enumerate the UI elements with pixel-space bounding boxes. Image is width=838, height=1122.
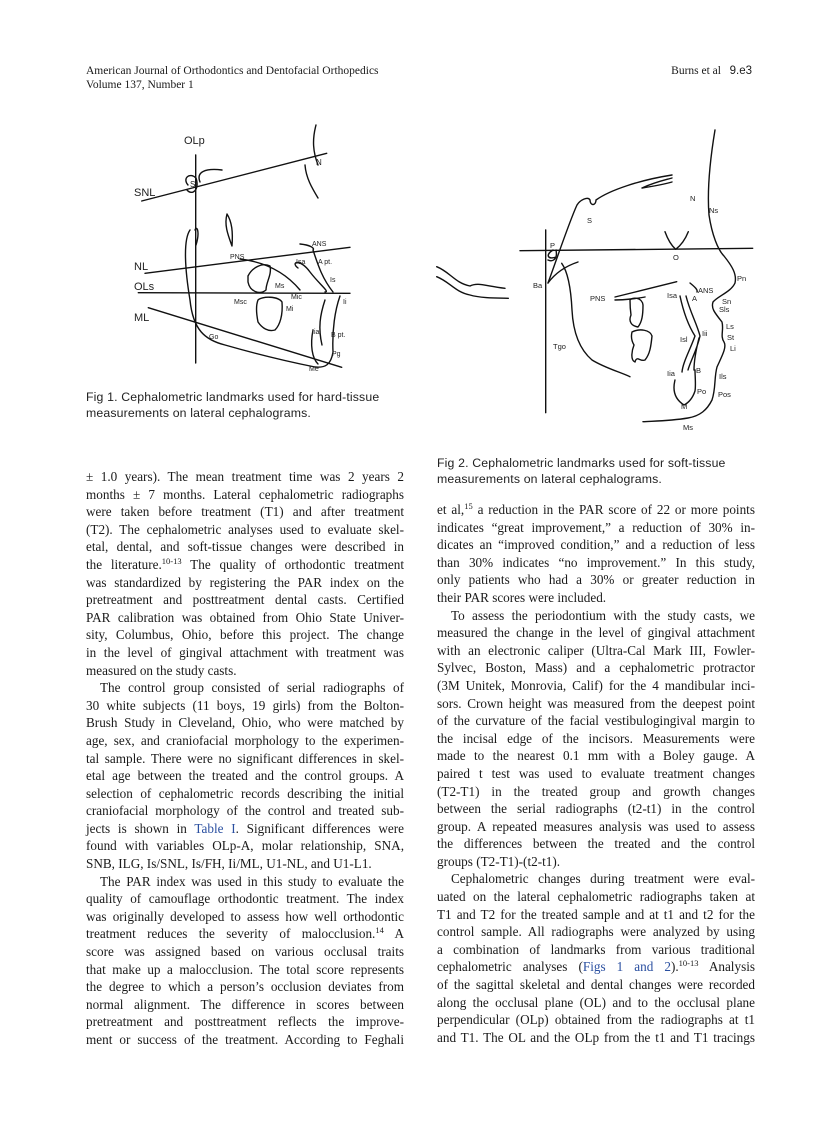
- journal-volume: Volume 137, Number 1: [86, 79, 194, 91]
- text-line: Brush Study in Cleveland, Ohio, who were matched by: [86, 715, 404, 731]
- body-text-right-column: [437, 501, 755, 1046]
- text-line: was standardized by registering the PAR index on the: [86, 574, 404, 590]
- label-iia: Iia: [312, 329, 320, 336]
- text-line: along the occlusal plane (OL) and to the occlusal plane: [437, 994, 755, 1010]
- text-line: cephalometric analyses (Figs 1 and 2).$^{10-13}$ Analysis: [437, 958, 755, 975]
- text-line: jects is shown in Table I. Significant differences were: [86, 820, 404, 836]
- text-line: selection of cephalometric records describing the initial: [86, 785, 404, 801]
- label-p: P: [550, 241, 556, 250]
- label-pos: Pos: [718, 390, 731, 399]
- label-n: N: [690, 194, 696, 203]
- text-line: than 30% indicates “no improvement.” In this study,: [437, 554, 755, 570]
- body-text-left-column: [86, 468, 404, 1049]
- label-go: Go: [209, 334, 219, 341]
- label-sn: Sn: [722, 297, 732, 306]
- text-line: and T1. The OL and the OLp from the t1 and T1 tracings: [437, 1029, 755, 1045]
- text-line: sity, Columbus, Ohio, before this project. The change: [86, 627, 404, 643]
- label-b-pt: B pt.: [331, 332, 346, 339]
- label-msc: Msc: [234, 299, 247, 306]
- figure-1-caption-line: measurements on lateral cephalograms.: [86, 406, 311, 420]
- text-line: in the level of gingival attachment with treatment was: [86, 644, 404, 660]
- text-line: of the curvature of the facial vestibulogingival margin to: [437, 713, 755, 729]
- text-line: perpendicular (OLp) obtained from the radiographs at t1: [437, 1012, 755, 1028]
- text-line: found with variables OLp-A, molar relationship, SNA,: [86, 838, 404, 854]
- text-line: ± 1.0 years). The mean treatment time was 2 years 2: [86, 469, 404, 484]
- label-b: B: [696, 366, 702, 375]
- text-line: control sample. All radiographs were analyzed by using: [437, 924, 755, 940]
- text-line: sors. Crown height was measured from the deepest point: [437, 695, 755, 711]
- text-line: (3M Unitek, Monrovia, Calif) for the 4 mandibular inci-: [437, 677, 755, 693]
- label-me: Me: [309, 366, 319, 373]
- label-ils: Ils: [719, 372, 727, 381]
- text-line: treatment reduces the severity of malocclusion.$^{14}$ A: [86, 925, 405, 942]
- label-po: Po: [697, 387, 707, 396]
- paragraph: [86, 873, 404, 1049]
- label-tgo: Tgo: [553, 342, 566, 351]
- figure-2-labels: [533, 194, 746, 432]
- text-line: craniofacial morphology of the control and treated sub-: [86, 803, 404, 819]
- text-line: was originally developed to assess how well orthodontic: [86, 908, 404, 924]
- text-line: normal alignment. The difference in scores between: [86, 996, 404, 1012]
- text-line: a combination of landmarks from various traditional: [437, 941, 755, 957]
- text-line: paired t test was used to evaluate treatment changes: [437, 765, 755, 781]
- label-pns: PNS: [230, 254, 245, 261]
- paragraph: [437, 607, 755, 871]
- text-line: The PAR index was used in this study to evaluate the: [100, 873, 404, 889]
- label-ns: Ns: [709, 206, 719, 215]
- paragraph: [86, 679, 404, 873]
- label-iia: Iia: [667, 369, 675, 378]
- text-line: SNB, ILG, Is/SNL, Is/FH, Ii/ML, U1-NL, and U1-L1.: [86, 856, 372, 872]
- label-isa: Isa: [296, 259, 306, 266]
- label-snl: SNL: [134, 187, 156, 199]
- text-line: quality of camouflage orthodontic treatment. The index: [86, 891, 404, 907]
- text-line: measured the change in the level of gingival attachment: [437, 625, 755, 641]
- text-line: made to the nearest 0.1 mm with a Boley gauge. A: [437, 748, 755, 764]
- journal-title: American Journal of Orthodontics and Dentofacial Orthopedics: [86, 65, 379, 77]
- label-ans: ANS: [312, 241, 327, 248]
- label-ans: ANS: [698, 286, 714, 295]
- text-line: groups (T2-T1)-(t2-t1).: [437, 853, 561, 869]
- label-mi: Mi: [286, 306, 294, 313]
- text-line: pretreatment and posttreatment reflects the improve-: [86, 1014, 404, 1030]
- text-line: et al,$^{15}$ a reduction in the PAR score of 22 or more points: [437, 501, 755, 517]
- text-line: the literature.$^{10-13}$ The quality of orthodontic treatment: [86, 555, 404, 572]
- label-ii: Ii: [343, 299, 347, 306]
- text-line: 30 white subjects (11 boys, 19 girls) from the Bolton-: [86, 697, 404, 713]
- label-o: O: [673, 253, 679, 262]
- label-ba: Ba: [533, 281, 543, 290]
- text-line: ment or success of the treatment. According to Feghali: [86, 1032, 404, 1047]
- figure-1-caption-line: Fig 1. Cephalometric landmarks used for hard-tissue: [86, 390, 380, 404]
- cross-reference-link[interactable]: Table I: [194, 820, 236, 836]
- text-line: (T2-T1) in the treated group and growth changes: [437, 783, 755, 799]
- text-line: tal sample. There were no significant differences in skel-: [86, 750, 404, 766]
- text-line: pretreatment and posttreatment dental casts. Certified: [86, 592, 404, 608]
- label-mic: Mic: [291, 294, 302, 301]
- text-line: etal age between the treated and the control groups. A: [86, 768, 404, 784]
- text-line: indicates “great improvement,” a reduction of 30% in-: [437, 519, 755, 535]
- figure-1-caption: [86, 389, 404, 421]
- text-line: age, sex, and craniofacial morphology to the experimen-: [86, 732, 404, 748]
- text-line: group. A repeated measures analysis was used to assess: [437, 818, 755, 834]
- text-line: score was assigned based on various occlusal traits: [86, 944, 404, 960]
- label-a: A: [692, 294, 698, 303]
- label-pns: PNS: [590, 294, 606, 303]
- text-line: uated on the lateral cephalometric radiographs taken at: [437, 889, 755, 905]
- paragraph: [437, 501, 755, 607]
- page-number: 9.e3: [729, 65, 752, 77]
- label-iii: Iii: [702, 329, 708, 338]
- text-line: the incisal edge of the incisors. Measurements were: [437, 730, 755, 746]
- citation-reference[interactable]: 14: [375, 925, 384, 936]
- label-a-pt: A pt.: [318, 259, 333, 266]
- figure-2-caption-line: measurements on lateral cephalograms.: [437, 472, 662, 486]
- text-line: PAR calibration was obtained from Ohio State Univer-: [86, 609, 404, 625]
- label-li: Li: [730, 344, 736, 353]
- label-is: Is: [330, 277, 336, 284]
- label-ml: ML: [134, 312, 150, 324]
- label-pn: Pn: [737, 274, 747, 283]
- text-line: etal, dental, and soft-tissue changes were described in: [86, 539, 404, 555]
- label-s: S: [587, 216, 593, 225]
- label-pg: Pg: [332, 351, 341, 358]
- figure-2-drawing: [437, 130, 753, 422]
- label-nl: NL: [134, 261, 149, 273]
- citation-reference[interactable]: 15: [464, 501, 473, 511]
- label-ms: Ms: [683, 423, 693, 432]
- text-line: between the serial radiographs (t2-t1) in the control: [437, 801, 755, 817]
- label-isa: Isa: [667, 291, 678, 300]
- label-s: S: [190, 180, 196, 189]
- text-line: were taken before treatment (T1) and after treatment: [86, 504, 404, 520]
- citation-reference[interactable]: 10-13: [678, 958, 699, 969]
- text-line: the differences between the treated and the control: [437, 836, 755, 852]
- text-line: with an electronic caliper (Ultra-Cal Mark III, Fowler-: [437, 642, 755, 658]
- text-line: measured on the study casts.: [86, 662, 237, 678]
- text-line: the degree to which a person’s occlusion deviates from: [86, 979, 404, 995]
- label-ls: Ls: [726, 322, 734, 331]
- figure-2-caption: [437, 455, 755, 487]
- label-st: St: [727, 333, 735, 342]
- text-line: months ± 7 months. Lateral cephalometric radiographs: [86, 486, 404, 502]
- label-olp: OLp: [184, 135, 205, 147]
- text-line: Sylvec, Boston, Mass) and a cephalometric protractor: [437, 660, 755, 676]
- text-line: their PAR scores were included.: [437, 589, 607, 605]
- citation-reference[interactable]: 10-13: [161, 555, 182, 566]
- text-line: that make up a malocclusion. The total score represents: [86, 961, 404, 977]
- text-line: T1 and T2 for the treated sample and at t1 and t2 for the: [437, 906, 755, 922]
- label-n: N: [316, 158, 322, 167]
- cross-reference-link[interactable]: Figs 1 and 2: [582, 959, 671, 975]
- author-running-head: Burns et al: [671, 65, 721, 77]
- text-line: Cephalometric changes during treatment were eval-: [451, 871, 755, 887]
- paragraph: [86, 468, 404, 679]
- text-line: To assess the periodontium with the study casts, we: [451, 607, 755, 623]
- paragraph: [437, 870, 755, 1046]
- label-ms: Ms: [275, 283, 285, 290]
- text-line: The control group consisted of serial radiographs of: [100, 680, 404, 696]
- text-line: dicates an “improved condition,” and a reduction of less: [437, 537, 755, 553]
- text-line: of the sagittal skeletal and dental changes were recorded: [437, 977, 755, 993]
- figure-2-caption-line: Fig 2. Cephalometric landmarks used for soft-tissue: [437, 456, 726, 470]
- label-isl: Isl: [680, 335, 688, 344]
- label-sls: Sls: [719, 305, 730, 314]
- text-line: only patients who had a 30% or greater reduction in: [437, 572, 755, 588]
- label-m: M: [681, 402, 688, 411]
- text-line: (T2). The cephalometric analyses used to evaluate skel-: [86, 521, 404, 537]
- label-ols: OLs: [134, 281, 155, 293]
